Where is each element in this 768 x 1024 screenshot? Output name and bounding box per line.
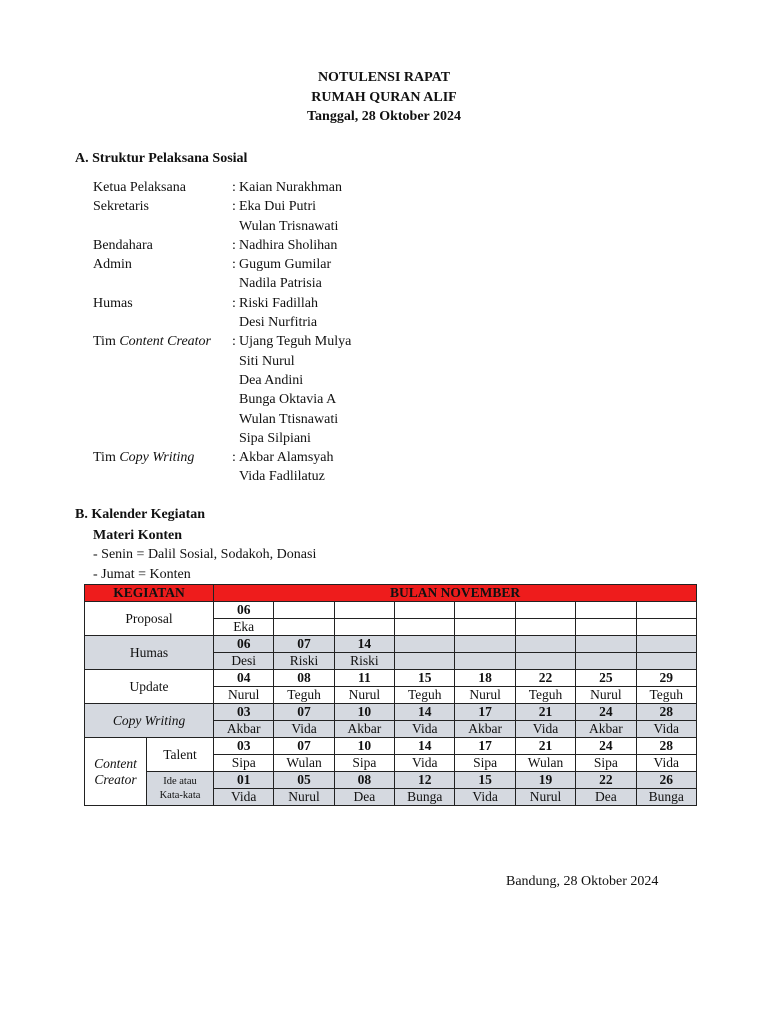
activity-proposal: Proposal (85, 602, 214, 636)
date-cell: 24 (576, 704, 636, 721)
name-cell: Vida (636, 755, 696, 772)
name-cell (274, 619, 334, 636)
member-name: Bunga Oktavia A (239, 392, 337, 408)
member-name: Ujang Teguh Mulya (239, 334, 352, 350)
name-cell: Teguh (395, 687, 455, 704)
name-cell: Riski (274, 653, 334, 670)
date-cell (636, 602, 696, 619)
member-name: Wulan Ttisnawati (239, 411, 339, 427)
name-cell: Dea (334, 789, 394, 806)
member-name: Kaian Nurakhman (239, 180, 343, 195)
structure-row (93, 294, 513, 333)
name-cell (395, 653, 455, 670)
signature-place-date: Bandung, 28 Oktober 2024 (506, 874, 659, 889)
member-name: Wulan Trisnawati (239, 218, 339, 234)
date-cell: 17 (455, 738, 515, 755)
table-row (85, 772, 697, 789)
date-cell: 21 (515, 738, 575, 755)
member-name: Gugum Gumilar (239, 257, 332, 273)
name-cell: Sipa (214, 755, 274, 772)
content-creator-line1: Content (94, 755, 137, 771)
name-cell (455, 653, 515, 670)
structure-list (93, 178, 513, 487)
member-name: Nadhira Sholihan (239, 237, 338, 253)
name-cell: Bunga (395, 789, 455, 806)
date-cell: 25 (576, 670, 636, 687)
date-cell: 06 (214, 636, 274, 653)
table-row (85, 636, 697, 653)
date-cell: 03 (214, 738, 274, 755)
date-cell: 06 (214, 602, 274, 619)
structure-role: Admin (93, 257, 132, 273)
date-cell: 07 (274, 636, 334, 653)
structure-names (239, 332, 351, 448)
date-cell (455, 636, 515, 653)
name-cell: Vida (274, 721, 334, 738)
name-cell: Teguh (515, 687, 575, 704)
date-cell: 22 (576, 772, 636, 789)
name-cell: Akbar (455, 721, 515, 738)
separator-colon: : (232, 199, 236, 215)
name-cell (636, 619, 696, 636)
doc-title: NOTULENSI RAPAT (317, 70, 451, 85)
name-cell: Wulan (515, 755, 575, 772)
date-cell: 29 (636, 670, 696, 687)
name-cell: Akbar (576, 721, 636, 738)
separator-colon: : (232, 237, 236, 253)
name-cell: Riski (334, 653, 394, 670)
date-cell: 26 (636, 772, 696, 789)
structure-role: Bendahara (93, 237, 153, 253)
date-cell: 12 (395, 772, 455, 789)
date-cell: 07 (274, 704, 334, 721)
role-italic: Copy Writing (119, 450, 195, 466)
date-cell: 15 (455, 772, 515, 789)
name-cell: Teguh (636, 687, 696, 704)
structure-role: Ketua Pelaksana (93, 180, 186, 195)
name-cell: Vida (395, 755, 455, 772)
name-cell (334, 619, 394, 636)
role-italic: Content Creator (119, 334, 211, 350)
name-cell (636, 653, 696, 670)
date-cell: 01 (214, 772, 274, 789)
table-row (85, 670, 697, 687)
separator-colon: : (232, 450, 236, 466)
member-name: Vida Fadlilatuz (239, 469, 325, 485)
date-cell: 08 (274, 670, 334, 687)
member-name: Eka Dui Putri (239, 199, 316, 215)
table-header-row (85, 585, 697, 602)
date-cell: 04 (214, 670, 274, 687)
date-cell: 05 (274, 772, 334, 789)
date-cell: 15 (395, 670, 455, 687)
ide-line2: Kata-kata (159, 789, 201, 801)
content-materials (93, 526, 316, 584)
table-row (85, 738, 697, 755)
name-cell: Sipa (576, 755, 636, 772)
name-cell: Akbar (214, 721, 274, 738)
name-cell: Nurul (576, 687, 636, 704)
table-row (85, 602, 697, 619)
name-cell: Nurul (455, 687, 515, 704)
structure-names (239, 236, 337, 255)
role-prefix: Tim (93, 334, 120, 350)
date-cell: 10 (334, 738, 394, 755)
structure-names (239, 197, 338, 236)
header-activity: KEGIATAN (85, 585, 214, 602)
activity-copy: Copy Writing (85, 704, 214, 738)
date-cell (395, 636, 455, 653)
org-name: RUMAH QURAN ALIF (311, 89, 457, 105)
separator-colon: : (232, 257, 236, 273)
materials-line-friday: - Jumat = Konten (93, 566, 191, 582)
name-cell: Vida (515, 721, 575, 738)
structure-row (93, 255, 513, 294)
date-cell (576, 602, 636, 619)
name-cell: Desi (214, 653, 274, 670)
name-cell (576, 653, 636, 670)
name-cell (515, 653, 575, 670)
structure-role (93, 332, 232, 448)
date-cell: 22 (515, 670, 575, 687)
section-a-title: A. Struktur Pelaksana Sosial (75, 151, 248, 166)
date-cell (515, 636, 575, 653)
date-cell: 28 (636, 738, 696, 755)
date-cell: 18 (455, 670, 515, 687)
separator-colon: : (232, 334, 236, 350)
date-cell: 10 (334, 704, 394, 721)
name-cell: Vida (455, 789, 515, 806)
date-cell: 14 (395, 738, 455, 755)
date-cell: 11 (334, 670, 394, 687)
materials-subtitle: Materi Konten (93, 528, 183, 543)
table-row (85, 704, 697, 721)
name-cell (395, 619, 455, 636)
activity-update: Update (85, 670, 214, 704)
member-name: Siti Nurul (239, 353, 295, 369)
date-cell (515, 602, 575, 619)
name-cell: Bunga (636, 789, 696, 806)
date-cell: 28 (636, 704, 696, 721)
name-cell (576, 619, 636, 636)
name-cell: Vida (214, 789, 274, 806)
document-header (0, 68, 768, 127)
date-cell: 24 (576, 738, 636, 755)
structure-names (239, 294, 318, 333)
name-cell: Nurul (515, 789, 575, 806)
name-cell (515, 619, 575, 636)
name-cell: Nurul (214, 687, 274, 704)
name-cell: Teguh (274, 687, 334, 704)
date-cell: 19 (515, 772, 575, 789)
name-cell: Eka (214, 619, 274, 636)
separator-colon: : (232, 180, 236, 195)
date-cell: 21 (515, 704, 575, 721)
date-cell (576, 636, 636, 653)
sub-activity-ide (147, 772, 214, 806)
date-cell (334, 602, 394, 619)
member-name: Nadila Patrisia (239, 276, 322, 292)
structure-row (93, 332, 513, 448)
materials-line-monday: - Senin = Dalil Sosial, Sodakoh, Donasi (93, 547, 317, 563)
name-cell: Vida (395, 721, 455, 738)
member-name: Sipa Silpiani (239, 430, 311, 446)
name-cell: Wulan (274, 755, 334, 772)
date-cell (455, 602, 515, 619)
date-cell: 03 (214, 704, 274, 721)
structure-role: Sekretaris (93, 199, 149, 215)
member-name: Akbar Alamsyah (239, 450, 334, 466)
name-cell: Vida (636, 721, 696, 738)
date-cell (636, 636, 696, 653)
structure-role: Humas (93, 295, 133, 311)
member-name: Dea Andini (239, 372, 304, 388)
structure-names (239, 255, 331, 294)
name-cell: Akbar (334, 721, 394, 738)
member-name: Riski Fadillah (239, 295, 318, 311)
structure-role (93, 448, 232, 487)
date-cell: 07 (274, 738, 334, 755)
name-cell: Sipa (334, 755, 394, 772)
date-cell: 14 (334, 636, 394, 653)
date-cell: 17 (455, 704, 515, 721)
date-cell: 08 (334, 772, 394, 789)
header-month: BULAN NOVEMBER (214, 585, 697, 602)
date-cell (274, 602, 334, 619)
doc-date: Tanggal, 28 Oktober 2024 (306, 109, 462, 124)
content-creator-line2: Creator (94, 771, 137, 787)
structure-names (239, 448, 333, 487)
name-cell (455, 619, 515, 636)
date-cell (395, 602, 455, 619)
ide-line1: Ide atau (163, 775, 197, 787)
name-cell: Nurul (274, 789, 334, 806)
separator-colon: : (232, 295, 236, 311)
name-cell: Sipa (455, 755, 515, 772)
activity-humas: Humas (85, 636, 214, 670)
structure-row (93, 197, 513, 236)
date-cell: 14 (395, 704, 455, 721)
name-cell: Nurul (334, 687, 394, 704)
name-cell: Dea (576, 789, 636, 806)
role-prefix: Tim (93, 450, 120, 466)
section-b-title: B. Kalender Kegiatan (75, 507, 206, 522)
sub-activity-talent: Talent (147, 738, 214, 772)
structure-names (239, 178, 342, 197)
structure-row (93, 178, 513, 197)
activity-content-creator (85, 738, 147, 806)
member-name: Desi Nurfitria (239, 315, 318, 331)
structure-row (93, 236, 513, 255)
structure-row (93, 448, 513, 487)
calendar-table (84, 584, 697, 806)
